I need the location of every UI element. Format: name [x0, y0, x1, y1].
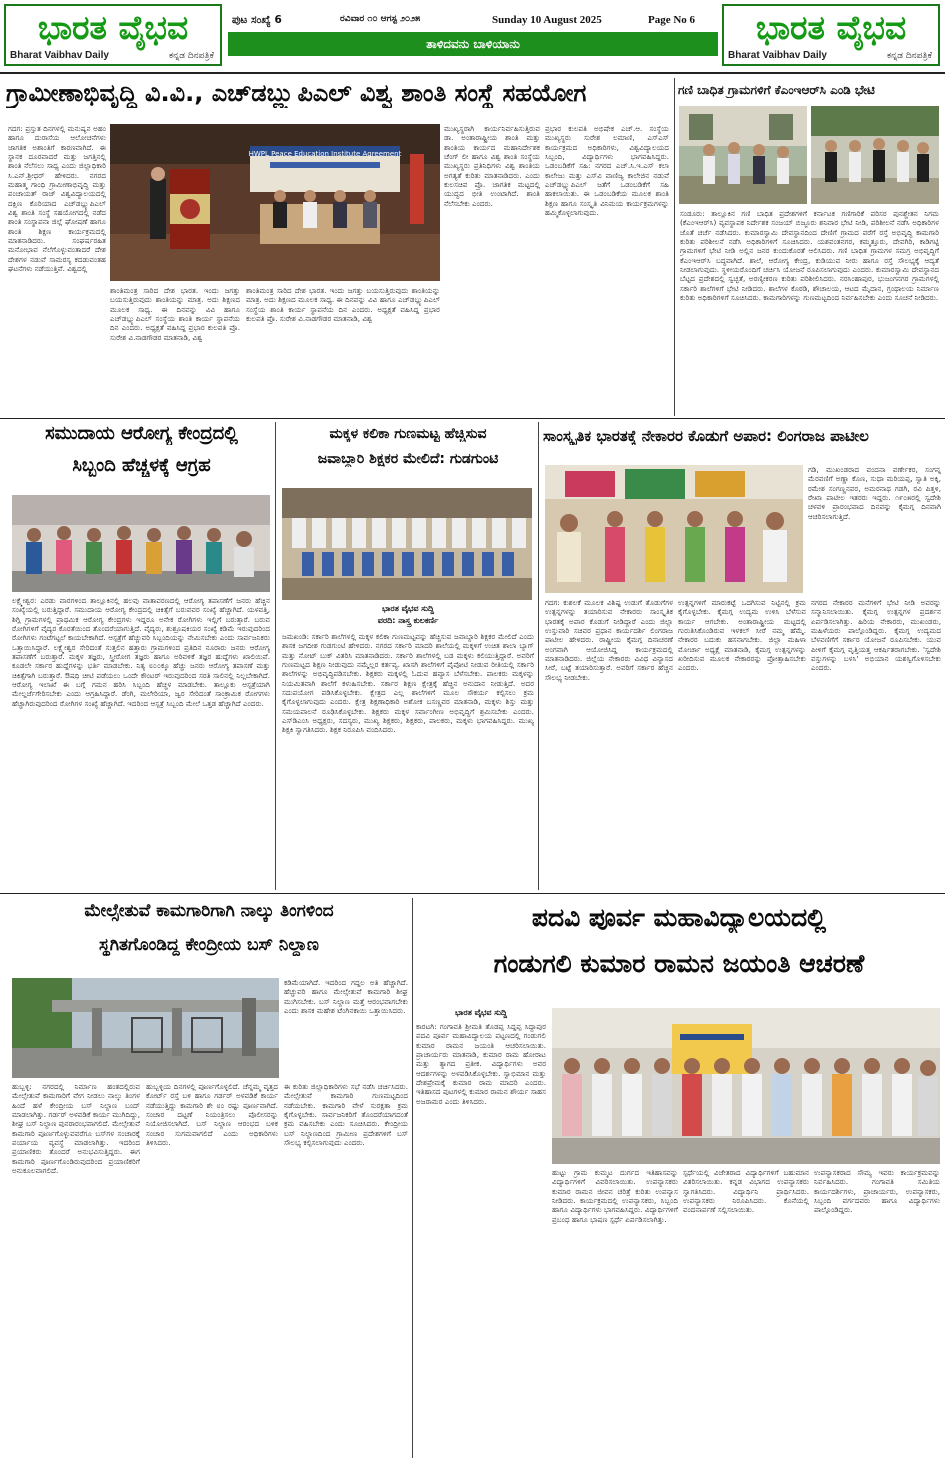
a5-col2: ಉತ್ಪನ್ನಗಳಿಗೆ ಮಾರುಕಟ್ಟೆ ಒದಗಿಸುವ ನಿಟ್ಟಿನಲ್ಲಿ ಕ್ರಮ ಕೈಗೊಳ್ಳಬೇಕು. ಕೈಮಗ್ಗ ಉದ್ಯಮ ಉಳಿಸಿ ಬೆಳೆಸುವ ಕಾರ್ಯ ಆಗಬೇಕು. ಅಂತಾರಾಷ್ಟ್ರೀಯ ಮಟ್ಟದಲ್ಲಿ ಗುರುತಿಸಿಕೊಂಡಿರುವ ಇಳಕಲ್ ಸೀರೆ ನಮ್ಮ ಹೆಮ್ಮೆ. ನೇಕಾರರ ಬದುಕು ಹಸನಾಗಬೇಕು. ಜಿಲ್ಲಾ ಮಹಿಳಾ ಮೋರ್ಚಾ ಅಧ್ಯಕ್ಷೆ ಮಾತನಾಡಿ, ಕೈಮಗ್ಗ ಉತ್ಪನ್ನಗಳನ್ನು ಖರೀದಿಸುವ ಮೂಲಕ ನೇಕಾರರನ್ನು ಪ್ರೋತ್ಸಾಹಿಸಬೇಕು ಎಂದರು. [678, 598, 806, 673]
a4-headline-1: ಮಕ್ಕಳ ಕಲಿಕಾ ಗುಣಮಟ್ಟ ಹೆಚ್ಚಿಸುವ [329, 426, 487, 442]
logo-sub: ಕನ್ನಡ ದಿನಪತ್ರಿಕೆ [886, 51, 932, 61]
a1-col3b: ಮುಖ್ಯಸ್ಥರಾಗಿ ಕಾರ್ಯನಿರ್ವಹಿಸುತ್ತಿರುವ ಡಾ. ಅಂತಾರಾಷ್ಟ್ರೀಯ ಶಾಂತಿ ಮತ್ತು ಶಾಂತಿಯ ಕಾರ್ಯದ ಮಹಾನಿರ್ದೇಶಕ ಚೆಂಗ್ ಲೀ ಹಾಗೂ ವಿಶ್ವ ಶಾಂತಿ ಸಂಸ್ಥೆಯ ಮುಖ್ಯಸ್ಥರು ಪ್ರತಿನಿಧಿಗಳು ವಿಶ್ವ ಶಾಂತಿಯ ಅಗತ್ಯತೆ ಕುರಿತು ಮಾತನಾಡಿದರು. ಎಂದು ಕುಲಸಚಿವ ಪ್ರೊ. ಜಾಗತಿಕ ಮಟ್ಟದಲ್ಲಿ ಯುದ್ಧದ ಭೀತಿ ಉಂಟಾಗಿದೆ. ಶಾಂತಿ ನೆಲೆಸಬೇಕು ಎಂದರು. [444, 124, 540, 208]
a4-headline-2: ಜವಾಬ್ದಾರಿ ಶಿಕ್ಷಕರ ಮೇಲಿದೆ: ಗುಡಗುಂಟಿ [317, 451, 499, 467]
a6-photo [12, 978, 279, 1078]
a7-col1: ಕಾರಟಗಿ: ಗಂಗಾವತಿ ಶ್ರೀಮತಿ ತೊಡಪ್ಪ ಸಿದ್ದಪ್ಪ ಸಿದ್ದಾಪುರ ಪದವಿ ಪೂರ್ವ ಮಹಾವಿದ್ಯಾಲಯ ಪಟ್ಟಣದಲ್ಲಿ ಗಂಡುಗಲಿ ಕುಮಾರ ರಾಮನ ಜಯಂತಿ ಆಚರಿಸಲಾಯಿತು. ಪ್ರಾಚಾರ್ಯರು ಮಾತನಾಡಿ, ಕುಮಾರ ರಾಮ ಹೋರಾಟ ಮತ್ತು ತ್ಯಾಗದ ಪ್ರತೀಕ. ವಿದ್ಯಾರ್ಥಿಗಳು ಅವರ ಆದರ್ಶಗಳನ್ನು ಅಳವಡಿಸಿಕೊಳ್ಳಬೇಕು. ಸ್ವಾಭಿಮಾನ ಮತ್ತು ದೇಶಪ್ರೇಮಕ್ಕೆ ಕುಮಾರ ರಾಮ ಮಾದರಿ ಎಂದರು. ಇತಿಹಾಸದ ಪುಟಗಳಲ್ಲಿ ಕುಮಾರ ರಾಮನ ಶೌರ್ಯ ಸಾಹಸ ಅಜರಾಮರ ಎಂದು ತಿಳಿಸಿದರು. [416, 1022, 546, 1106]
page-label: ಪುಟ ಸಂಖ್ಯೆ 6 [232, 14, 282, 26]
a7-byline: ಭಾರತ ವೈಭವ ಸುದ್ದಿ [455, 1008, 507, 1017]
a1-col2b: ಶಾಂತಿಮಂತ್ರ ಸಾರಿದ ದೇಶ ಭಾರತ. ಇಂದು ಜಗತ್ತು ಬಯಸುತ್ತಿರುವುದು ಶಾಂತಿಯನ್ನು ಮಾತ್ರ. ಅದು ಶಿಕ್ಷಣದ ಮೂಲಕ ಸಾಧ್ಯ. ಈ ದಿನವನ್ನು ವಿವಿ ಹಾಗೂ ಎಚ್‌ಡಬ್ಲ್ಯುಪಿಎಲ್ ಸಂಸ್ಥೆಯ ಶಾಂತಿ ಕಾರ್ಯ ಸ್ಥಾಪನೆಯ ದಿನ ಎಂದರು. ಅಧ್ಯಕ್ಷತೆ ವಹಿಸಿದ್ದ ಪ್ರಭಾರ ಕುಲಪತಿ ಪ್ರೊ. ಸುರೇಶ ವಿ.ನಾಡಗೌಡರ ಮಾತನಾಡಿ, ವಿಶ್ವ [246, 286, 440, 324]
a6-col-right: ಕಡಿಮೆಯಾಗಿದೆ. ಇದರಿಂದ ಗದ್ದಲ ಅತಿ ಹೆಚ್ಚಾಗಿದೆ. ಹೆಚ್ಚುವರಿ ಹಾಗೂ ಮೇಲ್ಸೇತುವೆ ಕಾಮಗಾರಿ ಶೀಘ್ರ ಮುಗಿಸಬೇಕು. ಬಸ್ ನಿಲ್ದಾಣ ಮತ್ತೆ ಆರಂಭವಾಗಬೇಕು ಎಂದು ಶಾಸಕ ಮಹೇಶ ಟೆಂಗಿನಕಾಯಿ ಒತ್ತಾಯಿಸಿದರು. [284, 978, 408, 1016]
a5-col3: ನಗರದ ನೇಕಾರರ ಮನೆಗಳಿಗೆ ಭೇಟಿ ನೀಡಿ ಅವರನ್ನು ಸನ್ಮಾನಿಸಲಾಯಿತು. ಕೈಮಗ್ಗ ಉತ್ಪನ್ನಗಳ ಪ್ರದರ್ಶನ ಏರ್ಪಡಿಸಲಾಗಿತ್ತು. ಹಿರಿಯ ನೇಕಾರರು, ಮುಖಂಡರು, ಮಹಿಳೆಯರು ಪಾಲ್ಗೊಂಡಿದ್ದರು. ಕೈಮಗ್ಗ ಉದ್ಯಮದ ಬೆಳವಣಿಗೆಗೆ ಸರ್ಕಾರ ಯೋಜನೆ ರೂಪಿಸಬೇಕು. ಯುವ ಪೀಳಿಗೆ ಕೈಮಗ್ಗ ವೃತ್ತಿಯತ್ತ ಆಕರ್ಷಿತರಾಗಬೇಕು. 'ಸ್ವದೇಶಿ ವಸ್ತುಗಳನ್ನು ಬಳಸಿ' ಅಭಿಯಾನ ಯಶಸ್ವಿಗೊಳಿಸಬೇಕು ಎಂದರು. [811, 598, 941, 673]
a3-headline-2: ಸಿಬ್ಬಂದಿ ಹೆಚ್ಚಳಕ್ಕೆ ಆಗ್ರಹ [72, 456, 211, 476]
a2-body: ಸಂಡೂರು: ತಾಲ್ಲೂಕಿನ ಗಣಿ ಬಾಧಿತ ಪ್ರದೇಶಗಳಿಗೆ ಕರ್ನಾಟಕ ಗಣಿಗಾರಿಕೆ ಪರಿಸರ ಪುನಶ್ಚೇತನ ನಿಗಮ (ಕೆಎಂಇಆರ್‌ಸಿ) ವ್ಯವಸ್ಥಾಪಕ ನಿರ್ದೇಶಕ ಸಂಜಯ್ ಬಿಜ್ಜೂರು ಶನಿವಾರ ಭೇಟಿ ನೀಡಿ, ಪರಿಶೀಲನೆ ನಡೆಸಿ ಅಧಿಕಾರಿಗಳ ಜೊತೆ ಚರ್ಚೆ ನಡೆಸಿದರು. ಕುಮಾರಸ್ವಾಮಿ ದೇವಸ್ಥಾನದಿಂದ ದೇಣಿಗೆ ಗ್ರಾಮದ ವರೆಗೆ ರಸ್ತೆ ಅಭಿವೃದ್ಧಿ ಕಾಮಗಾರಿ ಕುರಿತು ಪರಿಶೀಲನೆ ನಡೆಸಿ ಅಧಿಕಾರಿಗಳಿಗೆ ಸೂಚಿಸಿದರು. ಯಶವಂತನಗರ, ಕಮ್ಮತ್ತೂರು, ದೇವಗಿರಿ, ಕಾಡಿಗಟ್ಟಿ ಗ್ರಾಮಗಳಿಗೆ ಭೇಟಿ ನೀಡಿ ಅಲ್ಲಿನ ಜನರ ಕುಂದುಕೊರತೆ ಆಲಿಸಿದರು. ಗಣಿ ಬಾಧಿತ ಗ್ರಾಮಗಳ ಸಮಗ್ರ ಅಭಿವೃದ್ಧಿಗೆ ಕೆಎಂಇಆರ್‌ಸಿ ಬದ್ಧವಾಗಿದೆ. ಶಾಲೆ, ಆರೋಗ್ಯ ಕೇಂದ್ರ, ಕುಡಿಯುವ ನೀರು ಹಾಗೂ ರಸ್ತೆ ಸೌಲಭ್ಯಕ್ಕೆ ಆದ್ಯತೆ ನೀಡಲಾಗುವುದು. ಸ್ಥಳೀಯರೊಂದಿಗೆ ಚರ್ಚಿಸಿ ಯೋಜನೆ ರೂಪಿಸಲಾಗುವುದು ಎಂದರು. ಕುಮಾರಸ್ವಾಮಿ ದೇವಸ್ಥಾನದ ಬೆಟ್ಟದ ಪ್ರದೇಶದಲ್ಲಿ ಸ್ವಚ್ಛತೆ, ಅರಣ್ಯೀಕರಣ ಕುರಿತು ಪರಿಶೀಲಿಸಿದರು. ನರಸಿಂಹಾಪುರ, ಭುಜಂಗನಗರ ಗ್ರಾಮಗಳಲ್ಲಿ ಸರ್ಕಾರಿ ಶಾಲೆಗಳಿಗೆ ಭೇಟಿ ನೀಡಿದರು. ಶಾಲೆಗಳ ಕೊಠಡಿ, ಶೌಚಾಲಯ, ಆಟದ ಮೈದಾನ, ಗ್ರಂಥಾಲಯ ನಿರ್ಮಾಣ ಕುರಿತು ಅಧಿಕಾರಿಗಳಿಗೆ ಸೂಚಿಸಿದರು. ಕಾಮಗಾರಿಗಳನ್ನು ಗುಣಮಟ್ಟದಿಂದ ನಿರ್ವಹಿಸಬೇಕು ಎಂದು ಸೂಚನೆ ನೀಡಿದರು. [680, 209, 939, 303]
a4-body: ಜಮಖಂಡಿ: ಸರ್ಕಾರಿ ಶಾಲೆಗಳಲ್ಲಿ ಮಕ್ಕಳ ಕಲಿಕಾ ಗುಣಮಟ್ಟವನ್ನು ಹೆಚ್ಚಿಸುವ ಜವಾಬ್ದಾರಿ ಶಿಕ್ಷಕರ ಮೇಲಿದೆ ಎಂದು ಶಾಸಕ ಜಗದೀಶ ಗುಡಗುಂಟಿ ಹೇಳಿದರು. ನಗರದ ಸರ್ಕಾರಿ ಮಾದರಿ ಶಾಲೆಯಲ್ಲಿ ಮಕ್ಕಳಿಗೆ ಉಚಿತ ಶಾಲಾ ಬ್ಯಾಗ್ ಮತ್ತು ನೋಟ್ ಬುಕ್ ವಿತರಿಸಿ ಮಾತನಾಡಿದರು. ಸರ್ಕಾರಿ ಶಾಲೆಗಳಲ್ಲಿ ಬಡ ಮಕ್ಕಳು ಕಲಿಯುತ್ತಿದ್ದಾರೆ. ಅವರಿಗೆ ಗುಣಮಟ್ಟದ ಶಿಕ್ಷಣ ನೀಡುವುದು ನಮ್ಮೆಲ್ಲರ ಕರ್ತವ್ಯ. ಖಾಸಗಿ ಶಾಲೆಗಳಿಗೆ ಪೈಪೋಟಿ ನೀಡುವ ರೀತಿಯಲ್ಲಿ ಸರ್ಕಾರಿ ಶಾಲೆಗಳನ್ನು ಅಭಿವೃದ್ಧಿಪಡಿಸಬೇಕು. ಶಿಕ್ಷಕರು ಮಕ್ಕಳಲ್ಲಿ ಓದುವ ಹವ್ಯಾಸ ಬೆಳೆಸಬೇಕು. ಪಾಲಕರು ಮಕ್ಕಳನ್ನು ನಿಯಮಿತವಾಗಿ ಶಾಲೆಗೆ ಕಳುಹಿಸಬೇಕು. ಸರ್ಕಾರ ಶಿಕ್ಷಣ ಕ್ಷೇತ್ರಕ್ಕೆ ಹೆಚ್ಚಿನ ಅನುದಾನ ನೀಡುತ್ತಿದೆ. ಅದರ ಸದುಪಯೋಗ ಪಡಿಸಿಕೊಳ್ಳಬೇಕು. ಕ್ಷೇತ್ರದ ಎಲ್ಲ ಶಾಲೆಗಳಿಗೆ ಮೂಲ ಸೌಕರ್ಯ ಕಲ್ಪಿಸಲು ಕ್ರಮ ಕೈಗೊಳ್ಳಲಾಗುವುದು ಎಂದರು. ಕ್ಷೇತ್ರ ಶಿಕ್ಷಣಾಧಿಕಾರಿ ಅಶೋಕ ಬಸಣ್ಣವರ ಮಾತನಾಡಿ, ಮಕ್ಕಳು ಶಿಸ್ತು ಮತ್ತು ಸಮಯಪಾಲನೆ ರೂಢಿಸಿಕೊಳ್ಳಬೇಕು. ಶಿಕ್ಷಕರು ಮಕ್ಕಳ ಸರ್ವಾಂಗೀಣ ಅಭಿವೃದ್ಧಿಗೆ ಶ್ರಮಿಸಬೇಕು ಎಂದರು. ಎಸ್‌ಡಿಎಂಸಿ ಅಧ್ಯಕ್ಷರು, ಸದಸ್ಯರು, ಮುಖ್ಯ ಶಿಕ್ಷಕರು, ಶಿಕ್ಷಕರು, ಪಾಲಕರು, ಮಕ್ಕಳು ಭಾಗವಹಿಸಿದ್ದರು. ಮುಖ್ಯ ಶಿಕ್ಷಕಿ ಸ್ವಾಗತಿಸಿದರು. ಶಿಕ್ಷಕ ನಿರೂಪಿಸಿ ವಂದಿಸಿದರು. [282, 632, 534, 735]
page-no: Page No 6 [648, 14, 696, 26]
logo-left [4, 4, 222, 66]
a3-headline-1: ಸಮುದಾಯ ಆರೋಗ್ಯ ಕೇಂದ್ರದಲ್ಲಿ [45, 424, 238, 444]
a7-col2: ಹುಟ್ಟು ಗ್ರಾಮ ಕುಮ್ಮಟ ದುರ್ಗದ ಇತಿಹಾಸವನ್ನು ವಿದ್ಯಾರ್ಥಿಗಳಿಗೆ ವಿವರಿಸಲಾಯಿತು. ಉಪನ್ಯಾಸಕರು ಕುಮಾರ ರಾಮನ ಜೀವನ ಚರಿತ್ರೆ ಕುರಿತು ಉಪನ್ಯಾಸ ನೀಡಿದರು. ಕಾರ್ಯಕ್ರಮದಲ್ಲಿ ಉಪನ್ಯಾಸಕರು, ಸಿಬ್ಬಂದಿ ಹಾಗೂ ವಿದ್ಯಾರ್ಥಿಗಳು ಭಾಗವಹಿಸಿದ್ದರು. ವಿದ್ಯಾರ್ಥಿಗಳಿಗೆ ಪ್ರಬಂಧ ಹಾಗೂ ಭಾಷಣ ಸ್ಪರ್ಧೆ ಏರ್ಪಡಿಸಲಾಗಿತ್ತು. [552, 1168, 678, 1224]
a1-col1: ಗದಗ: ಪ್ರಸ್ತುತ ದಿನಗಳಲ್ಲಿ ಮನುಷ್ಯನ ಅಹಂ ಹಾಗೂ ದುರಾಸೆಯ ಆಲೋಚನೆಗಳು ಜಾಗತಿಕ ಅಶಾಂತಿಗೆ ಕಾರಣವಾಗಿದೆ. ಈ ಸ್ಥಾನಕ ದೂರವಾದರೆ ಮತ್ತು ಜಗತ್ತಿನಲ್ಲಿ ಶಾಂತಿ ನೆಲೆಸಲು ಸಾಧ್ಯ ಎಂದು ಜಿಲ್ಲಾಧಿಕಾರಿ ಸಿ.ಎನ್.ಶ್ರೀಧರ್ ಹೇಳಿದರು. ನಗರದ ಮಹಾತ್ಮ ಗಾಂಧಿ ಗ್ರಾಮೀಣಾಭಿವೃದ್ಧಿ ಮತ್ತು ಪಂಚಾಯತ್ ರಾಜ್ ವಿಶ್ವವಿದ್ಯಾಲಯದಲ್ಲಿ ದಕ್ಷಿಣ ಕೊರಿಯಾದ ಎಚ್‌ಡಬ್ಲ್ಯುಪಿಎಲ್ ವಿಶ್ವ ಶಾಂತಿ ಸಂಸ್ಥೆ ಸಹಯೋಗದಲ್ಲಿ ನಡೆದ ಶಾಂತಿ ಸಂಸ್ಥಾಪನಾ ಜಿಲ್ಲೆ ಘೋಷಣೆ ಹಾಗೂ ಶಾಂತಿ ಶಿಕ್ಷಣ ಕಾರ್ಯಕ್ರಮದಲ್ಲಿ ಮಾತನಾಡಿದರು. ಸಂಘರ್ಷರಹಿತ ಮನೋಭಾವ ನೆಲೆಗೊಳ್ಳುವಂತಾದರೆ ದೇಶ ದೇಶಗಳ ನಡುವೆ ಸಾಮರಸ್ಯ ಕದಡುವಂತಹ ಘಟನೆಗಳು ನಡೆಯುತ್ತಿವೆ. ವಿಶ್ವದಲ್ಲಿ [8, 124, 106, 274]
a2-headline: ಗಣಿ ಬಾಧಿತ ಗ್ರಾಮಗಳಿಗೆ ಕೆಎಂಇಆರ್‌ಸಿ ಎಂಡಿ ಭೇಟಿ [678, 84, 875, 97]
divider [674, 78, 675, 416]
logo-right [722, 4, 940, 66]
logo-kannada: ಭಾರತ ವೈಭವ [755, 8, 907, 47]
a5-side: ಗಡಿ, ಮುಖಂಡರಾದ ವಂದನಾ ವರ್ಣೇಕರ, ಸಂಗನ್ನ ಮೆರವಣಿಗೆ ಅಣ್ಣಾ ಕೊಣ, ಸುಧಾ ಮರಿಯಪ್ಪ, ಸ್ವಾತಿ ಅಕ್ಕಿ, ರಮೇಶ ಸಂಗಣ್ಣನವರ, ಅಮರನಾಥ ಗಡಗಿ, ರವಿ ಪಿತ್ತಳಿ, ರೇಖಾ ಪಾಟೀಲ ಇತರರು ಇದ್ದರು. ೧೯೦೫ರಲ್ಲಿ ಸ್ವದೇಶಿ ಚಳವಳಿ ಪ್ರಾರಂಭವಾದ ದಿನವನ್ನು ಕೈಮಗ್ಗ ದಿನವಾಗಿ ಆಚರಿಸಲಾಗುತ್ತಿದೆ. [808, 465, 941, 521]
logo-sub: ಕನ್ನಡ ದಿನಪತ್ರಿಕೆ [168, 51, 214, 61]
a3-photo [12, 495, 270, 592]
logo-english: Bharat Vaibhav Daily [728, 50, 827, 61]
a1-headline: ಗ್ರಾಮೀಣಾಭಿವೃದ್ಧಿ ವಿ.ವಿ., ಎಚ್‌ಡಬ್ಲ್ಯುಪಿಎಲ್ ವಿಶ್ವ ಶಾಂತಿ ಸಂಸ್ಥೆ ಸಹಯೋಗ [6, 80, 587, 107]
a1-photo [110, 124, 440, 281]
a5-photo [545, 465, 803, 593]
a6-col1: ಹುಬ್ಬಳ್ಳಿ: ನಗರದಲ್ಲಿ ನಿರ್ಮಾಣ ಹಂತದಲ್ಲಿರುವ ಮೇಲ್ಸೇತುವೆ ಕಾಮಗಾರಿಗೆ ವೇಗ ನೀಡಲು ನಾಲ್ಕು ತಿಂಗಳ ಹಿಂದೆ ಹಳೆ ಕೇಂದ್ರೀಯ ಬಸ್ ನಿಲ್ದಾಣ ಬಂದ್ ಮಾಡಲಾಗಿತ್ತು. ಗರ್ಡರ್ ಅಳವಡಿಕೆ ಕಾರ್ಯ ಮುಗಿದಿದ್ದು, ಶೀಘ್ರ ಬಸ್ ನಿಲ್ದಾಣ ಪುನರಾರಂಭವಾಗಲಿದೆ. ಮೇಲ್ಸೇತುವೆ ಕಾಮಗಾರಿ ಪೂರ್ಣಗೊಳ್ಳುವವರೆಗೂ ಬಸ್‌ಗಳ ಸಂಚಾರಕ್ಕೆ ಪರ್ಯಾಯ ವ್ಯವಸ್ಥೆ ಮಾಡಲಾಗಿತ್ತು. ಇದರಿಂದ ಪ್ರಯಾಣಿಕರು ತೊಂದರೆ ಅನುಭವಿಸುತ್ತಿದ್ದರು. ಈಗ ಕಾಮಗಾರಿ ಪೂರ್ಣಗೊಂಡಿರುವುದರಿಂದ ಪ್ರಯಾಣಿಕರಿಗೆ ಅನುಕೂಲವಾಗಲಿದೆ. [12, 1082, 140, 1176]
a4-byline-2: ವರದಿ: ನಾಸ್ತ್ರ ಕುಲಕರ್ಣಿ [377, 616, 439, 625]
a6-headline-1: ಮೇಲ್ಸೇತುವೆ ಕಾಮಗಾರಿಗಾಗಿ ನಾಲ್ಕು ತಿಂಗಳಿಂದ [84, 902, 334, 921]
a4-photo [282, 488, 532, 600]
a7-col3: ಸ್ಪರ್ಧೆಯಲ್ಲಿ ವಿಜೇತರಾದ ವಿದ್ಯಾರ್ಥಿಗಳಿಗೆ ಬಹುಮಾನ ವಿತರಿಸಲಾಯಿತು. ಕನ್ನಡ ವಿಭಾಗದ ಉಪನ್ಯಾಸಕರು ಸ್ವಾಗತಿಸಿದರು. ವಿದ್ಯಾರ್ಥಿನಿ ಪ್ರಾರ್ಥಿಸಿದರು. ಉಪನ್ಯಾಸಕರು ನಿರೂಪಿಸಿದರು. ಕೊನೆಯಲ್ಲಿ ವಂದನಾರ್ಪಣೆ ಸಲ್ಲಿಸಲಾಯಿತು. [683, 1168, 809, 1215]
a5-col1: ಗದಗ: ಕುಶಲಕೆ ಮೂಲಕ ವಿಶಿಷ್ಟ ಉಡುಗೆ ತೊಡುಗೆಗಳ ಉತ್ಪನ್ನಗಳನ್ನು ತಯಾರಿಸುವ ನೇಕಾರರು ಸಾಂಸ್ಕೃತಿಕ ಭಾರತಕ್ಕೆ ಅಪಾರ ಕೊಡುಗೆ ನೀಡಿದ್ದಾರೆ ಎಂದು ಜಿಲ್ಲಾ ಉಸ್ತುವಾರಿ ಸಚಿವರ ಪ್ರಧಾನ ಕಾರ್ಯದರ್ಶಿ ಲಿಂಗರಾಜ ಪಾಟೀಲ ಹೇಳಿದರು. ರಾಷ್ಟ್ರೀಯ ಕೈಮಗ್ಗ ದಿನಾಚರಣೆ ಅಂಗವಾಗಿ ಆಯೋಜಿಸಿದ್ದ ಕಾರ್ಯಕ್ರಮದಲ್ಲಿ ಮಾತನಾಡಿದರು. ಜಿಲ್ಲೆಯ ನೇಕಾರರು ವಿವಿಧ ವಿನ್ಯಾಸದ ಸೀರೆ, ಬಟ್ಟೆ ತಯಾರಿಸುತ್ತಾರೆ. ಅವರಿಗೆ ಸರ್ಕಾರ ಹೆಚ್ಚಿನ ಸೌಲಭ್ಯ ನೀಡಬೇಕು. [545, 598, 673, 682]
a1-banner: HWPL Peace Education Institute Agreement [248, 150, 402, 158]
a5-headline: ಸಾಂಸ್ಕೃತಿಕ ಭಾರತಕ್ಕೆ ನೇಕಾರರ ಕೊಡುಗೆ ಅಪಾರ: ಲಿಂಗರಾಜ ಪಾಟೀಲ [543, 428, 869, 445]
divider [412, 898, 413, 1458]
date-kannada: ರವಿವಾರ ೧೦ ಆಗಸ್ಟ ೨೦೨೫ [340, 14, 421, 24]
info-bar [228, 10, 718, 30]
a1-col2: ಶಾಂತಿಮಂತ್ರ ಸಾರಿದ ದೇಶ ಭಾರತ. ಇಂದು ಜಗತ್ತು ಬಯಸುತ್ತಿರುವುದು ಶಾಂತಿಯನ್ನು ಮಾತ್ರ. ಅದು ಶಿಕ್ಷಣದ ಮೂಲಕ ಸಾಧ್ಯ. ಈ ದಿನವನ್ನು ವಿವಿ ಹಾಗೂ ಎಚ್‌ಡಬ್ಲ್ಯುಪಿಎಲ್ ಸಂಸ್ಥೆಯ ಶಾಂತಿ ಕಾರ್ಯ ಸ್ಥಾಪನೆಯ ದಿನ ಎಂದರು. ಅಧ್ಯಕ್ಷತೆ ವಹಿಸಿದ್ದ ಪ್ರಭಾರ ಕುಲಪತಿ ಪ್ರೊ. ಸುರೇಶ ವಿ.ನಾಡಗೌಡರ ಮಾತನಾಡಿ, ವಿಶ್ವ [110, 286, 240, 342]
section-rule [0, 893, 945, 894]
date-english: Sunday 10 August 2025 [492, 14, 602, 26]
logo-english: Bharat Vaibhav Daily [10, 50, 109, 61]
tagline: ತಾಳಿದವನು ಬಾಳಿಯಾನು [228, 32, 718, 56]
a6-col3: ಈ ಕುರಿತು ಜಿಲ್ಲಾಧಿಕಾರಿಗಳು ಸಭೆ ನಡೆಸಿ ಚರ್ಚಿಸಿದರು. ಮೇಲ್ಸೇತುವೆ ಕಾಮಗಾರಿ ಗುಣಮಟ್ಟದಿಂದ ನಡೆಯಬೇಕು. ಕಾಮಗಾರಿ ವೇಳೆ ಸುರಕ್ಷತಾ ಕ್ರಮ ಕೈಗೊಳ್ಳಬೇಕು. ಸಾರ್ವಜನಿಕರಿಗೆ ತೊಂದರೆಯಾಗದಂತೆ ಕ್ರಮ ವಹಿಸಬೇಕು ಎಂದು ಸೂಚಿಸಿದರು. ಕೇಂದ್ರೀಯ ಬಸ್ ನಿಲ್ದಾಣದಿಂದ ಗ್ರಾಮೀಣ ಪ್ರದೇಶಗಳಿಗೆ ಬಸ್ ಸೌಲಭ್ಯ ಕಲ್ಪಿಸಲಾಗುವುದು ಎಂದರು. [284, 1082, 408, 1148]
logo-kannada: ಭಾರತ ವೈಭವ [37, 8, 189, 47]
a2-photo-right [811, 106, 939, 204]
a7-col4: ಉಪನ್ಯಾಸಕರಾದ ಸೌಮ್ಯ ಇವರು ಕಾರ್ಯಕ್ರಮವನ್ನು ನಿರ್ವಹಿಸಿದರು. ಗಂಗಾವತಿ ಸಮಿತಿಯ ಕಾರ್ಯದರ್ಶಿಗಳು, ಪ್ರಾಚಾರ್ಯರು, ಉಪನ್ಯಾಸಕರು, ಸಿಬ್ಬಂದಿ ವರ್ಗದವರು ಹಾಗೂ ವಿದ್ಯಾರ್ಥಿಗಳು ಪಾಲ್ಗೊಂಡಿದ್ದರು. [814, 1168, 940, 1215]
a7-photo [552, 1008, 940, 1164]
a2-photo-left [679, 106, 807, 204]
divider [538, 422, 539, 890]
a3-body: ಲಕ್ಷ್ಮೇಶ್ವರ: ಎರಡು ವಾರಗಳಿಂದ ತಾಲ್ಲೂಕಿನಲ್ಲಿ ಹಲವು ವಾತಾವರಣದಲ್ಲಿ ಆರೋಗ್ಯ ತಪಾಸಣೆಗೆ ಜನರು ಹೆಚ್ಚಿನ ಸಂಖ್ಯೆಯಲ್ಲಿ ಬರುತ್ತಿದ್ದಾರೆ. ಸಮುದಾಯ ಆರೋಗ್ಯ ಕೇಂದ್ರದಲ್ಲಿ ಚಿಕಿತ್ಸೆಗೆ ಬರುವವರ ಸಂಖ್ಯೆ ಹೆಚ್ಚಾಗಿದೆ. ಯಳವತ್ತಿ, ಶಿಗ್ಲಿ ಗ್ರಾಮಗಳಲ್ಲಿ ಪ್ರಾಥಮಿಕ ಆರೋಗ್ಯ ಕೇಂದ್ರಗಳು ಇದ್ದರೂ ಅನೇಕ ರೋಗಿಗಳು ಇಲ್ಲಿಗೆ ಬರುತ್ತಾರೆ. ಬರುವ ರೋಗಿಗಳಿಗೆ ವೈದ್ಯರ ಕೊರತೆಯಿಂದ ತೊಂದರೆಯಾಗುತ್ತಿದೆ. ವೈದ್ಯರು, ಶುಶ್ರೂಷಕಿಯರ ಸಂಖ್ಯೆ ಕಡಿಮೆ ಇರುವುದರಿಂದ ರೋಗಿಗಳು ಗಂಟೆಗಟ್ಟಲೆ ಕಾಯಬೇಕಾಗಿದೆ. ಆಸ್ಪತ್ರೆಗೆ ಹೆಚ್ಚುವರಿ ಸಿಬ್ಬಂದಿಯನ್ನು ನೇಮಿಸಬೇಕು ಎಂದು ಸಾರ್ವಜನಿಕರು ಒತ್ತಾಯಿಸಿದ್ದಾರೆ. ಲಕ್ಷ್ಮೇಶ್ವರ ಸೇರಿದಂತೆ ಸುತ್ತಲಿನ ಹತ್ತಾರು ಗ್ರಾಮಗಳಿಂದ ಪ್ರತಿದಿನ ನೂರಾರು ಜನರು ಆರೋಗ್ಯ ತಪಾಸಣೆಗೆ ಬರುತ್ತಾರೆ. ಮಕ್ಕಳ ತಜ್ಞರು, ಸ್ತ್ರೀರೋಗ ತಜ್ಞರು ಹಾಗೂ ಅರಿವಳಿಕೆ ತಜ್ಞರ ಹುದ್ದೆಗಳು ಖಾಲಿಯಿವೆ. ಕೂಡಲೇ ಸರ್ಕಾರ ಹುದ್ದೆಗಳನ್ನು ಭರ್ತಿ ಮಾಡಬೇಕು. ನಿತ್ಯ ೮೦೦ಕ್ಕೂ ಹೆಚ್ಚು ಜನರು ಆರೋಗ್ಯ ತಪಾಸಣೆ ಮತ್ತು ಚಿಕಿತ್ಸೆಗಾಗಿ ಬರುತ್ತಾರೆ. ಔಷಧಿ ಚೀಟಿ ಪಡೆಯಲು ಒಂದೇ ಕೌಂಟರ್ ಇರುವುದರಿಂದ ಸರತಿ ಸಾಲಿನಲ್ಲಿ ನಿಲ್ಲಬೇಕಾಗಿದೆ. ಆರೋಗ್ಯ ಇಲಾಖೆ ಈ ಬಗ್ಗೆ ಗಮನ ಹರಿಸಿ ಸಿಬ್ಬಂದಿ ಹೆಚ್ಚಳ ಮಾಡಬೇಕು. ತಾಲ್ಲೂಕು ಆಸ್ಪತ್ರೆಯಾಗಿ ಮೇಲ್ದರ್ಜೆಗೇರಿಸಬೇಕು ಎಂದು ಆಗ್ರಹಿಸಿದ್ದಾರೆ. ಡೆಂಗಿ, ಮಲೇರಿಯಾ, ಜ್ವರ ಸೇರಿದಂತೆ ಸಾಂಕ್ರಾಮಿಕ ರೋಗಗಳು ಹೆಚ್ಚಾಗಿರುವುದರಿಂದ ರೋಗಿಗಳ ಸಂಖ್ಯೆ ಹೆಚ್ಚಾಗಿದೆ. ಇದರಿಂದ ಆಸ್ಪತ್ರೆ ಸಿಬ್ಬಂದಿ ಮೇಲೆ ಒತ್ತಡ ಹೆಚ್ಚಾಗಿದೆ ಎಂದರು. [12, 596, 270, 708]
a4-byline-1: ಭಾರತ ವೈಭವ ಸುದ್ದಿ [382, 604, 434, 613]
a1-col4: ಪ್ರಭಾರ ಕುಲಪತಿ ಅಭಿಷೇಕ ಎಚ್.ಆ. ಸಂಸ್ಥೆಯ ಮುಖ್ಯಸ್ಥರು ಸುರೇಶ ಲಮಾಣಿ, ಎಸ್‌ಎಸ್ ಕಾರ್ಯಕ್ರಮದ ಅಧಿಕಾರಿಗಳು, ವಿಶ್ವವಿದ್ಯಾಲಯದ ಸಿಬ್ಬಂದಿ, ವಿದ್ಯಾರ್ಥಿಗಳು ಭಾಗವಹಿಸಿದ್ದರು. ಒಡಂಬಡಿಕೆಗೆ ಸಹಿ: ನಗರದ ಎಚ್.ಸಿ.ಇ.ಎಸ್ ಕಲಾ ಕಾಲೇಜು ಮತ್ತು ಎಸ್‌ವಿ ವಾಣಿಜ್ಯ ಕಾಲೇಜಿನ ನಡುವೆ ಎಚ್‌ಡಬ್ಲ್ಯುಪಿಎಲ್ ಜತೆಗೆ ಒಡಂಬಡಿಕೆಗೆ ಸಹಿ ಹಾಕಲಾಯಿತು. ಈ ಒಡಂಬಡಿಕೆಯ ಮೂಲಕ ಶಾಂತಿ ಶಿಕ್ಷಣ ಹಾಗೂ ಸಂಸ್ಕೃತಿ ವಿನಿಮಯ ಕಾರ್ಯಕ್ರಮಗಳನ್ನು ಹಮ್ಮಿಕೊಳ್ಳಲಾಗುವುದು. [545, 124, 669, 218]
divider [275, 422, 276, 890]
a6-headline-2: ಸ್ಥಗಿತಗೊಂಡಿದ್ದ ಕೇಂದ್ರೀಯ ಬಸ್ ನಿಲ್ದಾಣ [98, 936, 319, 955]
a6-col2: ಹುಬ್ಬಳ್ಳಿಯ ದಿನಗಳಲ್ಲಿ ಪೂರ್ಣಗೊಳ್ಳಲಿದೆ. ಚೆನ್ನಮ್ಮ ವೃತ್ತದ ಕೋರ್ಟ್ ರಸ್ತೆ ಬಳಿ ಹಾಗೂ ಗರ್ಡರ್ ಅಳವಡಿಕೆ ಕಾರ್ಯ ನಡೆಯುತ್ತಿದ್ದು ಕಾಮಗಾರಿ ಶೇ ೮೦ ರಷ್ಟು ಪೂರ್ಣವಾಗಿದೆ. ಸಂಚಾರ ದಟ್ಟಣೆ ನಿಯಂತ್ರಿಸಲು ಪೊಲೀಸರನ್ನು ನಿಯೋಜಿಸಲಾಗಿದೆ. ಬಸ್ ನಿಲ್ದಾಣ ಆರಂಭದ ಬಳಿಕ ಸಂಚಾರ ಸುಗಮವಾಗಲಿದೆ ಎಂದು ಅಧಿಕಾರಿಗಳು ತಿಳಿಸಿದರು. [146, 1082, 278, 1148]
a7-headline-2: ಗಂಡುಗಲಿ ಕುಮಾರ ರಾಮನ ಜಯಂತಿ ಆಚರಣೆ [493, 950, 865, 978]
masthead-rule [0, 72, 945, 74]
section-rule [0, 418, 945, 419]
a7-headline-1: ಪದವಿ ಪೂರ್ವ ಮಹಾವಿದ್ಯಾಲಯದಲ್ಲಿ [531, 904, 827, 932]
